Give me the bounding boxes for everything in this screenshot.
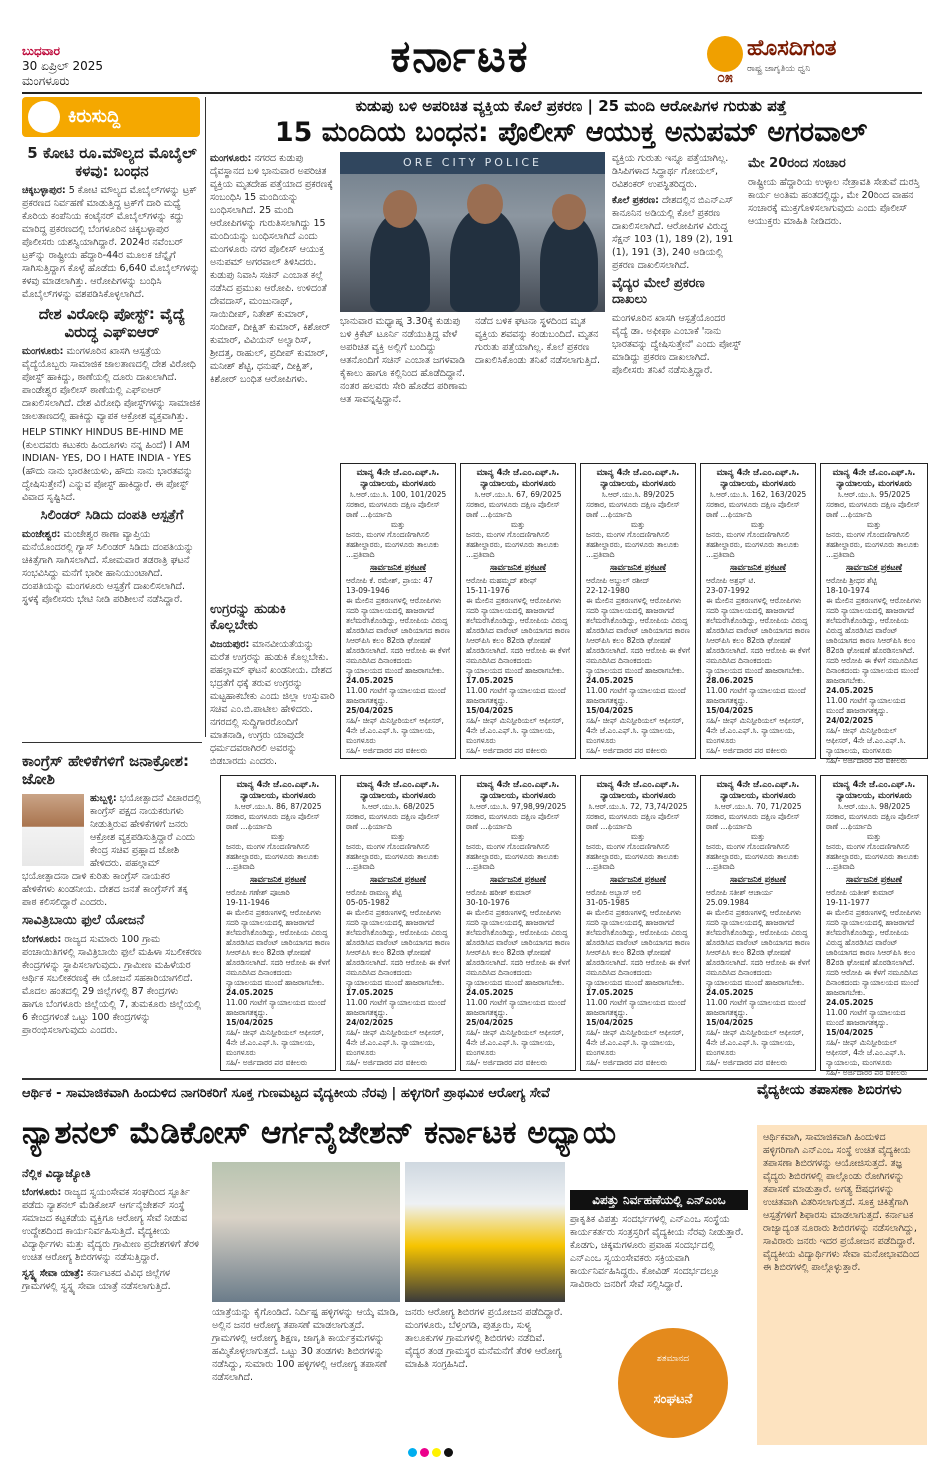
notice-hearing-time: 11.00 ಗಂಟೆಗೆ ನ್ಯಾಯಾಲಯದ ಮುಂದೆ ಹಾಜರಾಗತಕ್ಕದ್ದು. bbox=[586, 686, 686, 705]
notice-dob: 05-05-1982 bbox=[346, 898, 390, 907]
notice-order-date: 15/04/2025 bbox=[466, 706, 514, 715]
notice-accused: ಆರೋಪಿ ಕೆ. ರಮೇಶ್, ಪ್ರಾಯ: 47 bbox=[346, 576, 433, 585]
logo-name: ಹೊಸದಿಗಂತ bbox=[747, 36, 837, 61]
lead-kicker: ಕುಡುಪು ಬಳಿ ಅಪರಿಚಿತ ವ್ಯಕ್ತಿಯ ಕೊಲೆ ಪ್ರಕರಣ | 25 ಮಂದಿ ಆರೋಪಿಗಳ ಗುರುತು ಪತ್ತೆ bbox=[355, 97, 787, 115]
logo-circle-top-text: ಶತಮಾನದ bbox=[656, 1354, 690, 1364]
feature-col-3: ಜನರು ಆರೋಗ್ಯ ಶಿಬಿರಗಳ ಪ್ರಯೋಜನ ಪಡೆದಿದ್ದಾರೆ. ಮಂಗಳೂರು, ಬೆಳ್ತಂಗಡಿ, ಪುತ್ತೂರು, ಸುಳ್ಯ ತಾಲೂಕುಗಳ ಗ್ರಾಮಗಳಲ್ಲಿ ಶಿಬಿರಗಳು ನಡೆದಿವೆ. ವೈದ್ಯರ ತಂಡ ಗ್ರಾಮಸ್ಥರ ಮನೆಮನೆಗೆ ತೆರಳಿ ಆರೋಗ್ಯ ಮಾಹಿತಿ ಸಂಗ್ರಹಿಸಿದೆ. bbox=[405, 1307, 563, 1370]
notice-dob: 19-11-1946 bbox=[226, 898, 270, 907]
notice-body: ಈ ಮೇಲಿನ ಪ್ರಕರಣಗಳಲ್ಲಿ ಆರೋಪಿಗಳು ಸದರಿ ನ್ಯಾಯಾಲಯದಲ್ಲಿ ಹಾಜರಾಗದೆ ತಲೆಮರೆಸಿಕೊಂಡಿದ್ದು, ಆರೋಪಿಯ ವಿರುದ್ಧ ಹೊರಡಿಸಿದ ವಾರೆಂಟ್ ಜಾರಿಯಾಗದ ಕಾರಣ ಸಿಆರ್‌ಪಿಸಿ ಕಲಂ 82ರಡಿ ಘೋಷಣೆ ಹೊರಡಿಸಲಾಗಿದೆ. ಸದರಿ ಆರೋಪಿ ಈ ಕೆಳಗೆ ನಮೂದಿಸಿದ ದಿನಾಂಕದಂದು ನ್ಯಾಯಾಲಯದ ಮುಂದೆ ಹಾಜರಾಗಬೇಕು. bbox=[346, 908, 451, 987]
notice-accused: ಆರೋಪಿ ಅಶ್ರಫ್ ಟಿ. bbox=[706, 576, 756, 585]
page-number: ೦೫ bbox=[717, 70, 733, 86]
notice-respondent: ಜನರು, ಮಂಗಳ ಗೊಂದಣಿಗಾಗಿಸಲಿ ತಹಶೀಲ್ದಾರರು, ಮಂಗಳೂರು ತಾಲೂಕು ...ಪ್ರತಿವಾದಿ bbox=[706, 842, 799, 871]
notice-dob: 31-05-1985 bbox=[586, 898, 630, 907]
disaster-box-body: ಪ್ರಾಕೃತಿಕ ವಿಪತ್ತು ಸಂದರ್ಭಗಳಲ್ಲಿ ಎನ್‌ಎಂಒ ಸಂಸ್ಥೆಯ ಕಾರ್ಯಕರ್ತರು ಸಂತ್ರಸ್ತರಿಗೆ ವೈದ್ಯಕೀಯ ನೆರವು ನೀಡುತ್ತಾರೆ. ಕೊಡಗು, ಚಿಕ್ಕಮಗಳೂರು ಪ್ರವಾಹ ಸಂದರ್ಭದಲ್ಲಿ ಎನ್‌ಎಂಒ ಸ್ವಯಂಸೇವಕರು ಸಕ್ರಿಯವಾಗಿ ಕಾರ್ಯನಿರ್ವಹಿಸಿದ್ದರು. ಕೋವಿಡ್ ಸಂದರ್ಭದಲ್ಲೂ ಸಾವಿರಾರು ಜನರಿಗೆ ಸೇವೆ ಸಲ್ಲಿಸಿದ್ದಾರೆ. bbox=[570, 1214, 744, 1290]
notice-case-number: ಸಿ.ಆರ್.ಯು.ಸಿ. 72, 73,74/2025 bbox=[588, 802, 688, 811]
header-date: 30 ಏಪ್ರಿಲ್ 2025 bbox=[22, 59, 104, 73]
notice-footer: ಸಹಿ/- ಅರ್ಜಿದಾರರ ಪರ ವಕೀಲರು bbox=[706, 746, 788, 755]
feature-byline: ನೆಲ್ಲಿಕ ವಿದ್ಯಾಜ್ಯೋತಿ bbox=[22, 1167, 91, 1180]
registration-dot bbox=[432, 1448, 441, 1457]
hand-pointer-icon bbox=[28, 101, 60, 133]
notice-accused: ಆರೋಪಿ ಅಬ್ಬಾಸ್ ಅಲಿ bbox=[586, 888, 642, 897]
notice-dob: 25.09.1984 bbox=[706, 898, 749, 907]
ugrappa-body bbox=[210, 638, 335, 768]
notice-order-date: 15/04/2025 bbox=[586, 706, 634, 715]
notice-vs: ಮತ್ತು bbox=[510, 832, 526, 841]
notice-accused: ಆರೋಪಿ ಗಣೇಶ್ ಪೂಜಾರಿ bbox=[226, 888, 290, 897]
notice-sign: ಸಹಿ/- ಚೀಫ್ ಮಿನಿಸ್ಟೀರಿಯಲ್ ಆಫೀಸರ್, 4ನೇ ಜೆ.ಎಂ.ಎಫ್.ಸಿ. ನ್ಯಾಯಾಲಯ, ಮಂಗಳೂರು bbox=[466, 716, 564, 745]
notice-vs: ಮತ್ತು bbox=[866, 832, 882, 841]
notice-dob: 30-10-1976 bbox=[466, 898, 510, 907]
brief-text: ಮಂಗಳೂರಿನ ಖಾಸಗಿ ಆಸ್ಪತ್ರೆಯ ವೈದ್ಯೆಯೊಬ್ಬರು ಸಾಮಾಜಿಕ ಜಾಲತಾಣದಲ್ಲಿ ದೇಶ ವಿರೋಧಿ ಪೋಸ್ಟ್ ಹಾಕಿದ್ದು, ಠಾಣೆಯಲ್ಲಿ ದೂರು ದಾಖಲಾಗಿದೆ. ಪಾಂಡೇಶ್ವರ ಪೊಲೀಸ್ ಠಾಣೆಯಲ್ಲಿ ಎಫ್‌ಐಆರ್ ದಾಖಲಿಸಲಾಗಿದೆ. ದೇಶ ವಿರೋಧಿ ಪೋಸ್ಟ್‌ಗಳನ್ನು ಸಾಮಾಜಿಕ ಜಾಲತಾಣದಲ್ಲಿ ಹಾಕಿದ್ದು ವ್ಯಾಪಕ ಆಕ್ರೋಶ ವ್ಯಕ್ತವಾಗಿತ್ತು. bbox=[22, 346, 201, 422]
notice-petitioner: ಸರಕಾರ, ಮಂಗಳೂರು ದಕ್ಷಿಣ ಪೊಲೀಸ್ ಠಾಣೆ ...ಫಿರ್ಯಾದಿ bbox=[826, 812, 920, 831]
notice-sign: ಸಹಿ/- ಚೀಫ್ ಮಿನಿಸ್ಟೀರಿಯಲ್ ಆಫೀಸರ್, 4ನೇ ಜೆ.ಎಂ.ಎಫ್.ಸಿ. ನ್ಯಾಯಾಲಯ, ಮಂಗಳೂರು bbox=[826, 726, 906, 755]
notice-footer: ಸಹಿ/- ಅರ್ಜಿದಾರರ ಪರ ವಕೀಲರು bbox=[346, 746, 428, 755]
lead-paragraph bbox=[210, 152, 335, 386]
notice-proclamation-title: ಸಾರ್ವಜನಿಕ ಪ್ರಕಟಣೆ bbox=[846, 563, 902, 573]
legal-notice bbox=[700, 463, 816, 759]
notice-hearing-date: 24.05.2025 bbox=[466, 988, 514, 997]
side-box: ಆರ್ಥಿಕವಾಗಿ, ಸಾಮಾಜಿಕವಾಗಿ ಹಿಂದುಳಿದ ಹಳ್ಳಿಗರಿಗಾಗಿ ಎನ್‌ಎಂಒ ಸಂಸ್ಥೆ ಉಚಿತ ವೈದ್ಯಕೀಯ ತಪಾಸಣಾ ಶಿಬಿರಗಳನ್ನು ಆಯೋಜಿಸುತ್ತದೆ. ತಜ್ಞ ವೈದ್ಯರು ಶಿಬಿರಗಳಲ್ಲಿ ಪಾಲ್ಗೊಂಡು ರೋಗಿಗಳನ್ನು ತಪಾಸಣೆ ಮಾಡುತ್ತಾರೆ. ಅಗತ್ಯ ಔಷಧಗಳನ್ನು ಉಚಿತವಾಗಿ ವಿತರಿಸಲಾಗುತ್ತದೆ. ಸೂಕ್ತ ಚಿಕಿತ್ಸೆಗಾಗಿ ಆಸ್ಪತ್ರೆಗಳಿಗೆ ಶಿಫಾರಸು ಮಾಡಲಾಗುತ್ತದೆ. ಕರ್ನಾಟಕ ರಾಜ್ಯಾದ್ಯಂತ ನೂರಾರು ಶಿಬಿರಗಳನ್ನು ನಡೆಸಲಾಗಿದ್ದು, ಸಾವಿರಾರು ಜನರು ಇದರ ಪ್ರಯೋಜನ ಪಡೆದಿದ್ದಾರೆ. ವೈದ್ಯಕೀಯ ವಿದ್ಯಾರ್ಥಿಗಳು ಸೇವಾ ಮನೋಭಾವದಿಂದ ಈ ಶಿಬಿರಗಳಲ್ಲಿ ಪಾಲ್ಗೊಳ್ಳುತ್ತಾರೆ. bbox=[757, 1125, 927, 1445]
notice-court: ಮಾನ್ಯ 4ನೇ ಜೆ.ಎಂ.ಎಫ್.ಸಿ. ನ್ಯಾಯಾಲಯ, ಮಂಗಳೂರು bbox=[716, 468, 800, 489]
notice-hearing-date: 28.06.2025 bbox=[706, 676, 754, 685]
notice-sign: ಸಹಿ/- ಚೀಫ್ ಮಿನಿಸ್ಟೀರಿಯಲ್ ಆಫೀಸರ್, 4ನೇ ಜೆ.ಎಂ.ಎಫ್.ಸಿ. ನ್ಯಾಯಾಲಯ, ಮಂಗಳೂರು bbox=[826, 1038, 906, 1067]
notice-petitioner: ಸರಕಾರ, ಮಂಗಳೂರು ದಕ್ಷಿಣ ಪೊಲೀಸ್ ಠಾಣೆ ...ಫಿರ್ಯಾದಿ bbox=[586, 812, 680, 831]
notice-court: ಮಾನ್ಯ 4ನೇ ಜೆ.ಎಂ.ಎಫ್.ಸಿ. ನ್ಯಾಯಾಲಯ, ಮಂಗಳೂರು bbox=[832, 780, 916, 801]
lead-col4-text: ವ್ಯಕ್ತಿಯ ಗುರುತು ಇನ್ನೂ ಪತ್ತೆಯಾಗಿಲ್ಲ. ಡಿಸಿಪಿಗಳಾದ ಸಿದ್ಧಾರ್ಥ ಗೋಯಲ್, ರವಿಶಂಕರ್ ಉಪಸ್ಥಿತರಿದ್ದರು. bbox=[612, 153, 729, 190]
notice-respondent: ಜನರು, ಮಂಗಳ ಗೊಂದಣಿಗಾಗಿಸಲಿ ತಹಶೀಲ್ದಾರರು, ಮಂಗಳೂರು ತಾಲೂಕು ...ಪ್ರತಿವಾದಿ bbox=[586, 530, 679, 559]
brief-body bbox=[22, 184, 202, 301]
notice-proclamation-title: ಸಾರ್ವಜನಿಕ ಪ್ರಕಟಣೆ bbox=[730, 875, 786, 885]
joshi-portrait bbox=[22, 794, 84, 866]
notice-order-date: 25/04/2025 bbox=[466, 1018, 514, 1027]
notice-respondent: ಜನರು, ಮಂಗಳ ಗೊಂದಣಿಗಾಗಿಸಲಿ ತಹಶೀಲ್ದಾರರು, ಮಂಗಳೂರು ತಾಲೂಕು ...ಪ್ರತಿವಾದಿ bbox=[826, 842, 919, 871]
notice-accused: ಆರೋಪಿ ಮಹಮ್ಮದ್ ಶರೀಫ್ bbox=[466, 576, 537, 585]
legal-notice bbox=[220, 775, 336, 1071]
notice-accused: ಆರೋಪಿ ಅಬ್ದುಲ್ ರಶೀದ್ bbox=[586, 576, 650, 585]
notice-accused: ಆರೋಪಿ ಹರೀಶ್ ಕುಮಾರ್ bbox=[466, 888, 532, 897]
notice-body: ಈ ಮೇಲಿನ ಪ್ರಕರಣಗಳಲ್ಲಿ ಆರೋಪಿಗಳು ಸದರಿ ನ್ಯಾಯಾಲಯದಲ್ಲಿ ಹಾಜರಾಗದೆ ತಲೆಮರೆಸಿಕೊಂಡಿದ್ದು, ಆರೋಪಿಯ ವಿರುದ್ಧ ಹೊರಡಿಸಿದ ವಾರೆಂಟ್ ಜಾರಿಯಾಗದ ಕಾರಣ ಸಿಆರ್‌ಪಿಸಿ ಕಲಂ 82ರಡಿ ಘೋಷಣೆ ಹೊರಡಿಸಲಾಗಿದೆ. ಸದರಿ ಆರೋಪಿ ಈ ಕೆಳಗೆ ನಮೂದಿಸಿದ ದಿನಾಂಕದಂದು ನ್ಯಾಯಾಲಯದ ಮುಂದೆ ಹಾಜರಾಗಬೇಕು. bbox=[346, 596, 451, 675]
legal-notice bbox=[460, 463, 576, 759]
notice-footer: ಸಹಿ/- ಅರ್ಜಿದಾರರ ಪರ ವಕೀಲರು bbox=[586, 746, 668, 755]
notice-proclamation-title: ಸಾರ್ವಜನಿಕ ಪ್ರಕಟಣೆ bbox=[730, 563, 786, 573]
notice-order-date: 15/04/2025 bbox=[226, 1018, 274, 1027]
lead-dateline: ಮಂಗಳೂರು: bbox=[210, 153, 252, 164]
notice-case-number: ಸಿ.ಆರ್.ಯು.ಸಿ. 98/2025 bbox=[837, 802, 911, 811]
notice-body: ಈ ಮೇಲಿನ ಪ್ರಕರಣಗಳಲ್ಲಿ ಆರೋಪಿಗಳು ಸದರಿ ನ್ಯಾಯಾಲಯದಲ್ಲಿ ಹಾಜರಾಗದೆ ತಲೆಮರೆಸಿಕೊಂಡಿದ್ದು, ಆರೋಪಿಯ ವಿರುದ್ಧ ಹೊರಡಿಸಿದ ವಾರೆಂಟ್ ಜಾರಿಯಾಗದ ಕಾರಣ ಸಿಆರ್‌ಪಿಸಿ ಕಲಂ 82ರಡಿ ಘೋಷಣೆ ಹೊರಡಿಸಲಾಗಿದೆ. ಸದರಿ ಆರೋಪಿ ಈ ಕೆಳಗೆ ನಮೂದಿಸಿದ ದಿನಾಂಕದಂದು ನ್ಯಾಯಾಲಯದ ಮುಂದೆ ಹಾಜರಾಗಬೇಕು. bbox=[586, 908, 691, 987]
notice-body: ಈ ಮೇಲಿನ ಪ್ರಕರಣಗಳಲ್ಲಿ ಆರೋಪಿಗಳು ಸದರಿ ನ್ಯಾಯಾಲಯದಲ್ಲಿ ಹಾಜರಾಗದೆ ತಲೆಮರೆಸಿಕೊಂಡಿದ್ದು, ಆರೋಪಿಯ ವಿರುದ್ಧ ಹೊರಡಿಸಿದ ವಾರೆಂಟ್ ಜಾರಿಯಾಗದ ಕಾರಣ ಸಿಆರ್‌ಪಿಸಿ ಕಲಂ 82ರಡಿ ಘೋಷಣೆ ಹೊರಡಿಸಲಾಗಿದೆ. ಸದರಿ ಆರೋಪಿ ಈ ಕೆಳಗೆ ನಮೂದಿಸಿದ ದಿನಾಂಕದಂದು ನ್ಯಾಯಾಲಯದ ಮುಂದೆ ಹಾಜರಾಗಬೇಕು. bbox=[706, 908, 811, 987]
registration-dot bbox=[444, 1448, 453, 1457]
masthead-logo bbox=[707, 30, 907, 90]
notice-accused: ಆರೋಪಿ ಶ್ರೀಧರ ಶೆಟ್ಟಿ bbox=[826, 576, 877, 585]
legal-notice bbox=[340, 775, 456, 1071]
notice-petitioner: ಸರಕಾರ, ಮಂಗಳೂರು ದಕ್ಷಿಣ ಪೊಲೀಸ್ ಠಾಣೆ ...ಫಿರ್ಯಾದಿ bbox=[586, 500, 680, 519]
notice-vs: ಮತ್ತು bbox=[866, 520, 882, 529]
notice-case-number: ಸಿ.ಆರ್.ಯು.ಸಿ. 97,98,99/2025 bbox=[469, 802, 567, 811]
brief-quote: HELP STINKY HINDUS BE-HIND ME (ಕುಲದವರು ಕಟುಕರು ಹಿಂದೂಗಳು ನನ್ನ ಹಿಂದೆ) I AM INDIAN- YES, DO I HATE INDIA - YES (ಹೌದು ನಾನು ಭಾರತೀಯಳು, ಹೌದು ನಾನು ಭಾರತವನ್ನು ದ್ವೇಷಿಸುತ್ತೇನೆ) ಎನ್ನುವ ಪೋಸ್ಟ್ ಹಾಕಿದ್ದಾರೆ. ಈ ಪೋಸ್ಟ್ ವಿವಾದ ಸೃಷ್ಟಿಸಿದೆ. bbox=[22, 427, 193, 503]
notice-body: ಈ ಮೇಲಿನ ಪ್ರಕರಣಗಳಲ್ಲಿ ಆರೋಪಿಗಳು ಸದರಿ ನ್ಯಾಯಾಲಯದಲ್ಲಿ ಹಾಜರಾಗದೆ ತಲೆಮರೆಸಿಕೊಂಡಿದ್ದು, ಆರೋಪಿಯ ವಿರುದ್ಧ ಹೊರಡಿಸಿದ ವಾರೆಂಟ್ ಜಾರಿಯಾಗದ ಕಾರಣ ಸಿಆರ್‌ಪಿಸಿ ಕಲಂ 82ರಡಿ ಘೋಷಣೆ ಹೊರಡಿಸಲಾಗಿದೆ. ಸದರಿ ಆರೋಪಿ ಈ ಕೆಳಗೆ ನಮೂದಿಸಿದ ದಿನಾಂಕದಂದು ನ್ಯಾಯಾಲಯದ ಮುಂದೆ ಹಾಜರಾಗಬೇಕು. bbox=[826, 596, 922, 685]
notice-proclamation-title: ಸಾರ್ವಜನಿಕ ಪ್ರಕಟಣೆ bbox=[370, 875, 426, 885]
feature-sub-para bbox=[22, 1267, 207, 1293]
brief-headline: ಸಿಲಿಂಡರ್ ಸಿಡಿದು ದಂಪತಿ ಆಸ್ಪತ್ರೆಗೆ bbox=[40, 508, 184, 523]
notice-sign: ಸಹಿ/- ಚೀಫ್ ಮಿನಿಸ್ಟೀರಿಯಲ್ ಆಫೀಸರ್, 4ನೇ ಜೆ.ಎಂ.ಎಫ್.ಸಿ. ನ್ಯಾಯಾಲಯ, ಮಂಗಳೂರು bbox=[586, 1028, 684, 1057]
notice-sign: ಸಹಿ/- ಚೀಫ್ ಮಿನಿಸ್ಟೀರಿಯಲ್ ಆಫೀಸರ್, 4ನೇ ಜೆ.ಎಂ.ಎಫ್.ಸಿ. ನ್ಯಾಯಾಲಯ, ಮಂಗಳೂರು bbox=[706, 716, 804, 745]
lead-headline: 15 ಮಂದಿಯ ಬಂಧನ: ಪೊಲೀಸ್ ಆಯುಕ್ತ ಅನುಪಮ್ ಅಗರವಾಲ್ bbox=[274, 117, 868, 148]
brief-body bbox=[22, 345, 202, 423]
notice-hearing-time: 11.00 ಗಂಟೆಗೆ ನ್ಯಾಯಾಲಯದ ಮುಂದೆ ಹಾಜರಾಗತಕ್ಕದ್ದು. bbox=[226, 998, 326, 1017]
notice-petitioner: ಸರಕಾರ, ಮಂಗಳೂರು ದಕ್ಷಿಣ ಪೊಲೀಸ್ ಠಾಣೆ ...ಫಿರ್ಯಾದಿ bbox=[466, 500, 560, 519]
notice-petitioner: ಸರಕಾರ, ಮಂಗಳೂರು ದಕ್ಷಿಣ ಪೊಲೀಸ್ ಠಾಣೆ ...ಫಿರ್ಯಾದಿ bbox=[706, 500, 800, 519]
registration-dot bbox=[420, 1448, 429, 1457]
brief-headline: 5 ಕೋಟಿ ರೂ.ಮೌಲ್ಯದ ಮೊಬೈಲ್ ಕಳವು: ಬಂಧನ bbox=[27, 144, 197, 180]
feature-kicker: ಆರ್ಥಿಕ - ಸಾಮಾಜಿಕವಾಗಿ ಹಿಂದುಳಿದ ನಾಗರಿಕರಿಗೆ ಸೂಕ್ತ ಗುಣಮಟ್ಟದ ವೈದ್ಯಕೀಯ ನೆರವು | ಹಳ್ಳಿಗರಿಗೆ ಪ್ರಾಥಮಿಕ ಆರೋಗ್ಯ ಸೇವೆ bbox=[22, 1086, 550, 1101]
notice-court: ಮಾನ್ಯ 4ನೇ ಜೆ.ಎಂ.ಎಫ್.ಸಿ. ನ್ಯಾಯಾಲಯ, ಮಂಗಳೂರು bbox=[476, 468, 560, 489]
notice-hearing-time: 11.00 ಗಂಟೆಗೆ ನ್ಯಾಯಾಲಯದ ಮುಂದೆ ಹಾಜರಾಗತಕ್ಕದ್ದು. bbox=[826, 696, 906, 715]
notice-vs: ಮತ್ತು bbox=[390, 520, 406, 529]
notice-respondent: ಜನರು, ಮಂಗಳ ಗೊಂದಣಿಗಾಗಿಸಲಿ ತಹಶೀಲ್ದಾರರು, ಮಂಗಳೂರು ತಾಲೂಕು ...ಪ್ರತಿವಾದಿ bbox=[346, 842, 439, 871]
notice-hearing-time: 11.00 ಗಂಟೆಗೆ ನ್ಯಾಯಾಲಯದ ಮುಂದೆ ಹಾಜರಾಗತಕ್ಕದ್ದು. bbox=[346, 998, 446, 1017]
notice-sign: ಸಹಿ/- ಚೀಫ್ ಮಿನಿಸ್ಟೀರಿಯಲ್ ಆಫೀಸರ್, 4ನೇ ಜೆ.ಎಂ.ಎಫ್.ಸಿ. ನ್ಯಾಯಾಲಯ, ಮಂಗಳೂರು bbox=[346, 716, 444, 745]
ugrappa-story bbox=[210, 598, 335, 767]
notice-hearing-date: 24.05.2025 bbox=[226, 988, 274, 997]
notice-respondent: ಜನರು, ಮಂಗಳ ಗೊಂದಣಿಗಾಗಿಸಲಿ ತಹಶೀಲ್ದಾರರು, ಮಂಗಳೂರು ತಾಲೂಕು ...ಪ್ರತಿವಾದಿ bbox=[706, 530, 799, 559]
notice-vs: ಮತ್ತು bbox=[270, 832, 286, 841]
notice-dob: 15-11-1976 bbox=[466, 586, 510, 595]
lead-col-5 bbox=[748, 152, 928, 457]
notice-vs: ಮತ್ತು bbox=[630, 832, 646, 841]
legal-notice bbox=[820, 775, 928, 1077]
legal-notice bbox=[340, 463, 456, 759]
lead-subhead: ಕೊಲೆ ಪ್ರಕರಣ: bbox=[612, 195, 659, 206]
notice-hearing-time: 11.00 ಗಂಟೆಗೆ ನ್ಯಾಯಾಲಯದ ಮುಂದೆ ಹಾಜರಾಗತಕ್ಕದ್ದು. bbox=[586, 998, 686, 1017]
notice-body: ಈ ಮೇಲಿನ ಪ್ರಕರಣಗಳಲ್ಲಿ ಆರೋಪಿಗಳು ಸದರಿ ನ್ಯಾಯಾಲಯದಲ್ಲಿ ಹಾಜರಾಗದೆ ತಲೆಮರೆಸಿಕೊಂಡಿದ್ದು, ಆರೋಪಿಯ ವಿರುದ್ಧ ಹೊರಡಿಸಿದ ವಾರೆಂಟ್ ಜಾರಿಯಾಗದ ಕಾರಣ ಸಿಆರ್‌ಪಿಸಿ ಕಲಂ 82ರಡಿ ಘೋಷಣೆ ಹೊರಡಿಸಲಾಗಿದೆ. ಸದರಿ ಆರೋಪಿ ಈ ಕೆಳಗೆ ನಮೂದಿಸಿದ ದಿನಾಂಕದಂದು ನ್ಯಾಯಾಲಯದ ಮುಂದೆ ಹಾಜರಾಗಬೇಕು. bbox=[466, 596, 571, 675]
notice-dob: 13-09-1946 bbox=[346, 586, 390, 595]
notice-court: ಮಾನ್ಯ 4ನೇ ಜೆ.ಎಂ.ಎಫ್.ಸಿ. ನ್ಯಾಯಾಲಯ, ಮಂಗಳೂರು bbox=[356, 780, 440, 801]
feature-text: ರಾಜ್ಯದ ಸ್ವಯಂಸೇವಕ ಸಂಘದಿಂದ ಸ್ಫೂರ್ತಿ ಪಡೆದು ನ್ಯಾಶನಲ್ ಮೆಡಿಕೋಸ್ ಆರ್ಗನೈಜೇಶನ್ ಸಂಸ್ಥೆ ಸಮಾಜದ ಕಟ್ಟಕಡೆಯ ವ್ಯಕ್ತಿಗೂ ಆರೋಗ್ಯ ಸೇವೆ ನೀಡುವ ಉದ್ದೇಶದಿಂದ ಕಾರ್ಯನಿರ್ವಹಿಸುತ್ತಿದೆ. ವೈದ್ಯಕೀಯ ವಿದ್ಯಾರ್ಥಿಗಳು ಮತ್ತು ವೈದ್ಯರು ಗ್ರಾಮೀಣ ಪ್ರದೇಶಗಳಿಗೆ ತೆರಳಿ ಉಚಿತ ಆರೋಗ್ಯ ಶಿಬಿರಗಳನ್ನು ನಡೆಸುತ್ತಿದ್ದಾರೆ. bbox=[22, 1187, 200, 1263]
notice-petitioner: ಸರಕಾರ, ಮಂಗಳೂರು ದಕ್ಷಿಣ ಪೊಲೀಸ್ ಠಾಣೆ ...ಫಿರ್ಯಾದಿ bbox=[226, 812, 320, 831]
notice-hearing-date: 17.05.2025 bbox=[466, 676, 514, 685]
lead-text: ರಾಷ್ಟ್ರೀಯ ಹೆದ್ದಾರಿಯ ಉಳ್ಳಾಲ ನೇತ್ರಾವತಿ ಸೇತುವೆ ದುರಸ್ತಿ ಕಾರ್ಯ ಅಂತಿಮ ಹಂತದಲ್ಲಿದ್ದು, ಮೇ 20ರಿಂದ ವಾಹನ ಸಂಚಾರಕ್ಕೆ ಮುಕ್ತಗೊಳಿಸಲಾಗುವುದು ಎಂದು ಪೊಲೀಸ್ ಆಯುಕ್ತರು ಮಾಹಿತಿ ನೀಡಿದರು. bbox=[748, 177, 920, 227]
notice-vs: ಮತ್ತು bbox=[750, 520, 766, 529]
notice-order-date: 15/04/2025 bbox=[706, 1018, 754, 1027]
notice-dob: 22-12-1980 bbox=[586, 586, 630, 595]
legal-notice bbox=[580, 775, 696, 1071]
brief-text: ಮಂಜೇಶ್ವರ ಠಾಣಾ ವ್ಯಾಪ್ತಿಯ ಮನೆಯೊಂದರಲ್ಲಿ ಗ್ಯಾಸ್ ಸಿಲಿಂಡರ್ ಸಿಡಿದು ದಂಪತಿಯನ್ನು ಚಿಕಿತ್ಸೆಗಾಗಿ ಸಾಗಿಸಲಾಗಿದೆ. ಸೋಮವಾರ ತಡರಾತ್ರಿ ಘಟನೆ ಸಂಭವಿಸಿದ್ದು ಮನೆಗೆ ಭಾರೀ ಹಾನಿಯುಂಟಾಗಿದೆ. ದಂಪತಿಯನ್ನು ಮಂಗಳೂರು ಆಸ್ಪತ್ರೆಗೆ ದಾಖಲಿಸಲಾಗಿದೆ. ಸ್ಥಳಕ್ಕೆ ಪೊಲೀಸರು ಭೇಟಿ ನೀಡಿ ಪರಿಶೀಲನೆ ನಡೆಸಿದ್ದಾರೆ. bbox=[22, 529, 194, 605]
notice-footer: ಸಹಿ/- ಅರ್ಜಿದಾರರ ಪರ ವಕೀಲರು bbox=[826, 756, 908, 765]
notice-court: ಮಾನ್ಯ 4ನೇ ಜೆ.ಎಂ.ಎಫ್.ಸಿ. ನ್ಯಾಯಾಲಯ, ಮಂಗಳೂರು bbox=[596, 780, 680, 801]
notice-hearing-time: 11.00 ಗಂಟೆಗೆ ನ್ಯಾಯಾಲಯದ ಮುಂದೆ ಹಾಜರಾಗತಕ್ಕದ್ದು. bbox=[826, 1008, 906, 1027]
notice-accused: ಆರೋಪಿ ಯತೀಶ್ ಕುಮಾರ್ bbox=[826, 888, 895, 897]
notice-case-number: ಸಿ.ಆರ್.ಯು.ಸಿ. 70, 71/2025 bbox=[714, 802, 802, 811]
notice-hearing-date: 24.05.2025 bbox=[346, 676, 394, 685]
notice-proclamation-title: ಸಾರ್ವಜನಿಕ ಪ್ರಕಟಣೆ bbox=[370, 563, 426, 573]
notice-court: ಮಾನ್ಯ 4ನೇ ಜೆ.ಎಂ.ಎಫ್.ಸಿ. ನ್ಯಾಯಾಲಯ, ಮಂಗಳೂರು bbox=[596, 468, 680, 489]
brief-body bbox=[22, 528, 202, 606]
legal-notice bbox=[700, 775, 816, 1071]
notice-case-number: ಸಿ.ಆರ್.ಯು.ಸಿ. 86, 87/2025 bbox=[234, 802, 322, 811]
notice-footer: ಸಹಿ/- ಅರ್ಜಿದಾರರ ಪರ ವಕೀಲರು bbox=[826, 1068, 908, 1077]
sangh-centenary-logo bbox=[618, 1328, 728, 1438]
savitribai-text: ರಾಜ್ಯದ ಸುಮಾರು 100 ಗ್ರಾಮ ಪಂಚಾಯಿತಿಗಳಲ್ಲಿ ಸಾವಿತ್ರಿಬಾಯಿ ಫುಲೆ ಮಹಿಳಾ ಸಬಲೀಕರಣ ಕೇಂದ್ರಗಳನ್ನು ಸ್ಥಾಪಿಸಲಾಗುವುದು. ಗ್ರಾಮೀಣ ಮಹಿಳೆಯರ ಆರ್ಥಿಕ ಸಬಲೀಕರಣಕ್ಕೆ ಈ ಯೋಜನೆ ಸಹಕಾರಿಯಾಗಲಿದೆ. ಮೊದಲ ಹಂತದಲ್ಲಿ 29 ಜಿಲ್ಲೆಗಳಲ್ಲಿ 87 ಕೇಂದ್ರಗಳು ಹಾಗೂ ಬೆಂಗಳೂರು ಜಿಲ್ಲೆಯಲ್ಲಿ 7, ತುಮಕೂರು ಜಿಲ್ಲೆಯಲ್ಲಿ 6 ಕೇಂದ್ರಗಳಂತೆ ಒಟ್ಟು 100 ಕೇಂದ್ರಗಳನ್ನು ಪ್ರಾರಂಭಿಸಲಾಗುವುದು ಎಂದರು. bbox=[22, 934, 202, 1036]
notice-accused: ಆರೋಪಿ ಸತೀಶ್ ಆಚಾರ್ಯ bbox=[706, 888, 774, 897]
congress-text: ಭಯೋತ್ಪಾದನೆ ವಿಚಾರದಲ್ಲಿ ಕಾಂಗ್ರೆಸ್ ಪಕ್ಷದ ನಾಯಕರುಗಳು ನೀಡುತ್ತಿರುವ ಹೇಳಿಕೆಗಳಿಗೆ ಜನರು ಆಕ್ರೋಶ ವ್ಯಕ್ತಪಡಿಸುತ್ತಿದ್ದಾರೆ ಎಂದು ಕೇಂದ್ರ ಸಚಿವ ಪ್ರಹ್ಲಾದ ಜೋಶಿ ಹೇಳಿದರು. ಪಹಲ್ಗಾಮ್ ಭಯೋತ್ಪಾದನಾ ದಾಳಿ ಕುರಿತು ಕಾಂಗ್ರೆಸ್ ನಾಯಕರ ಹೇಳಿಕೆಗಳು ಖಂಡನೀಯ. ದೇಶದ ಜನತೆ ಕಾಂಗ್ರೆಸ್‌ಗೆ ತಕ್ಕ ಪಾಠ ಕಲಿಸಲಿದ್ದಾರೆ ಎಂದರು. bbox=[22, 793, 201, 908]
legal-notice bbox=[580, 463, 696, 759]
lead-col-2: ಭಾನುವಾರ ಮಧ್ಯಾಹ್ನ 3.30ಕ್ಕೆ ಕುಡುಪು ಬಳಿ ಕ್ರಿಕೆಟ್ ಟೂರ್ನಿ ನಡೆಯುತ್ತಿದ್ದ ವೇಳೆ ಅಪರಿಚಿತ ವ್ಯಕ್ತಿ ಅಲ್ಲಿಗೆ ಬಂದಿದ್ದು ಆತನೊಂದಿಗೆ ಸಚಿನ್ ಎಂಬಾತ ಜಗಳವಾಡಿ ಕೈಕಾಲು ಹಾಗೂ ಕಲ್ಲಿನಿಂದ ಹೊಡೆದಿದ್ದಾನೆ. ನಂತರ ಹಲವರು ಸೇರಿ ಹೊಡೆದ ಪರಿಣಾಮ ಆತ ಸಾವನ್ನಪ್ಪಿದ್ದಾನೆ. bbox=[340, 316, 468, 405]
column-divider bbox=[205, 97, 206, 737]
notice-court: ಮಾನ್ಯ 4ನೇ ಜೆ.ಎಂ.ಎಫ್.ಸಿ. ನ್ಯಾಯಾಲಯ, ಮಂಗಳೂರು bbox=[476, 780, 560, 801]
congress-dateline: ಹುಬ್ಬಳ್ಳಿ: bbox=[90, 793, 117, 804]
notice-respondent: ಜನರು, ಮಂಗಳ ಗೊಂದಣಿಗಾಗಿಸಲಿ ತಹಶೀಲ್ದಾರರು, ಮಂಗಳೂರು ತಾಲೂಕು ...ಪ್ರತಿವಾದಿ bbox=[466, 530, 559, 559]
notice-sign: ಸಹಿ/- ಚೀಫ್ ಮಿನಿಸ್ಟೀರಿಯಲ್ ಆಫೀಸರ್, 4ನೇ ಜೆ.ಎಂ.ಎಫ್.ಸಿ. ನ್ಯಾಯಾಲಯ, ಮಂಗಳೂರು bbox=[346, 1028, 444, 1057]
feature-col-2: ಯಾತ್ರೆಯನ್ನು ಕೈಗೊಂಡಿದೆ. ನಿರ್ದಿಷ್ಟ ಹಳ್ಳಿಗಳನ್ನು ಆಯ್ಕೆ ಮಾಡಿ, ಅಲ್ಲಿನ ಜನರ ಆರೋಗ್ಯ ತಪಾಸಣೆ ಮಾಡಲಾಗುತ್ತದೆ. ಗ್ರಾಮಗಳಲ್ಲಿ ಆರೋಗ್ಯ ಶಿಕ್ಷಣ, ಜಾಗೃತಿ ಕಾರ್ಯಕ್ರಮಗಳನ್ನು ಹಮ್ಮಿಕೊಳ್ಳಲಾಗುತ್ತದೆ. ಒಟ್ಟು 30 ತಂಡಗಳು ಶಿಬಿರಗಳನ್ನು ನಡೆಸಿದ್ದು, ಸುಮಾರು 100 ಹಳ್ಳಿಗಳಲ್ಲಿ ಆರೋಗ್ಯ ತಪಾಸಣೆ ನಡೆಸಲಾಗಿದೆ. bbox=[212, 1307, 399, 1383]
notice-proclamation-title: ಸಾರ್ವಜನಿಕ ಪ್ರಕಟಣೆ bbox=[490, 563, 546, 573]
kiru-suddi-label bbox=[22, 97, 200, 137]
header-rule bbox=[22, 92, 922, 94]
savitribai-dateline: ಬೆಂಗಳೂರು: bbox=[22, 934, 62, 945]
registration-dot bbox=[408, 1448, 417, 1457]
header-day: ಬುಧವಾರ bbox=[22, 44, 60, 58]
notice-hearing-time: 11.00 ಗಂಟೆಗೆ ನ್ಯಾಯಾಲಯದ ಮುಂದೆ ಹಾಜರಾಗತಕ್ಕದ್ದು. bbox=[466, 998, 566, 1017]
kiru-suddi-text: ಕಿರುಸುದ್ದಿ bbox=[68, 106, 121, 127]
notice-proclamation-title: ಸಾರ್ವಜನಿಕ ಪ್ರಕಟಣೆ bbox=[846, 875, 902, 885]
lead-text: ನಗರದ ಕುಡುಪು ದೈವಸ್ಥಾನದ ಬಳಿ ಭಾನುವಾರ ಅಪರಿಚಿತ ವ್ಯಕ್ತಿಯ ಮೃತದೇಹ ಪತ್ತೆಯಾದ ಪ್ರಕರಣಕ್ಕೆ ಸಂಬಂಧಿಸಿ 15 ಮಂದಿಯನ್ನು ಬಂಧಿಸಲಾಗಿದೆ. 25 ಮಂದಿ ಆರೋಪಿಗಳನ್ನು ಗುರುತಿಸಲಾಗಿದ್ದು 15 ಮಂದಿಯನ್ನು ಬಂಧಿಸಲಾಗಿದೆ ಎಂದು ಮಂಗಳೂರು ನಗರ ಪೊಲೀಸ್ ಆಯುಕ್ತ ಅನುಪಮ್ ಅಗರವಾಲ್ ತಿಳಿಸಿದರು. ಕುಡುಪು ನಿವಾಸಿ ಸಚಿನ್ ಎಂಬಾತ ಕಲ್ಲೆ ನಡೆಸಿದ ಪ್ರಮುಖ ಆರೋಪಿ. ಉಳಿದಂತೆ ದೇವದಾಸ್, ಮಂಜುನಾಥ್, ಸಾಯಿದೀಪ್, ನಿತೇಶ್ ಕುಮಾರ್, ಸಂದೀಪ್, ದೀಕ್ಷಿತ್ ಕುಮಾರ್, ಕಿಶೋರ್ ಕುಮಾರ್, ವಿವಿಯನ್ ಅಲ್ವಾರಿಸ್, ಶ್ರೀದತ್ತ, ರಾಹುಲ್, ಪ್ರದೀಪ್ ಕುಮಾರ್, ಮನೀಶ್ ಶೆಟ್ಟಿ, ಧನುಷ್, ದೀಕ್ಷಿತ್, ಕಿಶೋರ್ ಬಂಧಿತ ಆರೋಪಿಗಳು. bbox=[210, 153, 333, 385]
feature-dateline: ಬೆಂಗಳೂರು: bbox=[22, 1187, 62, 1198]
notice-footer: ಸಹಿ/- ಅರ್ಜಿದಾರರ ಪರ ವಕೀಲರು bbox=[466, 1058, 548, 1067]
notice-dob: 19-11-1977 bbox=[826, 898, 870, 907]
notice-petitioner: ಸರಕಾರ, ಮಂಗಳೂರು ದಕ್ಷಿಣ ಪೊಲೀಸ್ ಠಾಣೆ ...ಫಿರ್ಯಾದಿ bbox=[346, 500, 440, 519]
lead-sub-para bbox=[612, 194, 742, 272]
notice-petitioner: ಸರಕಾರ, ಮಂಗಳೂರು ದಕ್ಷಿಣ ಪೊಲೀಸ್ ಠಾಣೆ ...ಫಿರ್ಯಾದಿ bbox=[706, 812, 800, 831]
notice-footer: ಸಹಿ/- ಅರ್ಜಿದಾರರ ಪರ ವಕೀಲರು bbox=[466, 746, 548, 755]
notice-dob: 23-07-1992 bbox=[706, 586, 750, 595]
ugrappa-headline: ಉಗ್ರರನ್ನು ಹುಡುಕಿ ಕೊಲ್ಲಬೇಕು bbox=[210, 602, 286, 633]
notice-sign: ಸಹಿ/- ಚೀಫ್ ಮಿನಿಸ್ಟೀರಿಯಲ್ ಆಫೀಸರ್, 4ನೇ ಜೆ.ಎಂ.ಎಫ್.ಸಿ. ನ್ಯಾಯಾಲಯ, ಮಂಗಳೂರು bbox=[586, 716, 684, 745]
feature-headline: ನ್ಯಾಶನಲ್ ಮೆಡಿಕೋಸ್ ಆರ್ಗನೈಜೇಶನ್ ಕರ್ನಾಟಕ ಅಧ್ಯಾಯ bbox=[22, 1115, 617, 1151]
notice-body: ಈ ಮೇಲಿನ ಪ್ರಕರಣಗಳಲ್ಲಿ ಆರೋಪಿಗಳು ಸದರಿ ನ್ಯಾಯಾಲಯದಲ್ಲಿ ಹಾಜರಾಗದೆ ತಲೆಮರೆಸಿಕೊಂಡಿದ್ದು, ಆರೋಪಿಯ ವಿರುದ್ಧ ಹೊರಡಿಸಿದ ವಾರೆಂಟ್ ಜಾರಿಯಾಗದ ಕಾರಣ ಸಿಆರ್‌ಪಿಸಿ ಕಲಂ 82ರಡಿ ಘೋಷಣೆ ಹೊರಡಿಸಲಾಗಿದೆ. ಸದರಿ ಆರೋಪಿ ಈ ಕೆಳಗೆ ನಮೂದಿಸಿದ ದಿನಾಂಕದಂದು ನ್ಯಾಯಾಲಯದ ಮುಂದೆ ಹಾಜರಾಗಬೇಕು. bbox=[826, 908, 922, 997]
feature-text: ಕರ್ನಾಟಕದ ವಿವಿಧ ಜಿಲ್ಲೆಗಳ ಗ್ರಾಮಗಳಲ್ಲಿ ಸ್ವಸ್ಥ್ಯ ಸೇವಾ ಯಾತ್ರೆ ನಡೆಸಲಾಗುತ್ತಿದೆ. bbox=[22, 1268, 171, 1292]
lead-col-4 bbox=[612, 152, 742, 457]
notice-body: ಈ ಮೇಲಿನ ಪ್ರಕರಣಗಳಲ್ಲಿ ಆರೋಪಿಗಳು ಸದರಿ ನ್ಯಾಯಾಲಯದಲ್ಲಿ ಹಾಜರಾಗದೆ ತಲೆಮರೆಸಿಕೊಂಡಿದ್ದು, ಆರೋಪಿಯ ವಿರುದ್ಧ ಹೊರಡಿಸಿದ ವಾರೆಂಟ್ ಜಾರಿಯಾಗದ ಕಾರಣ ಸಿಆರ್‌ಪಿಸಿ ಕಲಂ 82ರಡಿ ಘೋಷಣೆ ಹೊರಡಿಸಲಾಗಿದೆ. ಸದರಿ ಆರೋಪಿ ಈ ಕೆಳಗೆ ನಮೂದಿಸಿದ ದಿನಾಂಕದಂದು ನ್ಯಾಯಾಲಯದ ಮುಂದೆ ಹಾಜರಾಗಬೇಕು. bbox=[706, 596, 811, 675]
notice-respondent: ಜನರು, ಮಂಗಳ ಗೊಂದಣಿಗಾಗಿಸಲಿ ತಹಶೀಲ್ದಾರರು, ಮಂಗಳೂರು ತಾಲೂಕು ...ಪ್ರತಿವಾದಿ bbox=[586, 842, 679, 871]
group-photo bbox=[212, 1162, 400, 1302]
notice-sign: ಸಹಿ/- ಚೀಫ್ ಮಿನಿಸ್ಟೀರಿಯಲ್ ಆಫೀಸರ್, 4ನೇ ಜೆ.ಎಂ.ಎಫ್.ಸಿ. ನ್ಯಾಯಾಲಯ, ಮಂಗಳೂರು bbox=[226, 1028, 324, 1057]
header-city: ಮಂಗಳೂರು bbox=[22, 74, 70, 88]
notice-case-number: ಸಿ.ಆರ್.ಯು.ಸಿ. 68/2025 bbox=[361, 802, 435, 811]
notice-hearing-date: 17.05.2025 bbox=[346, 988, 394, 997]
disaster-box-title: ವಿಪತ್ತು ನಿರ್ವಹಣೆಯಲ್ಲಿ ಎನ್‌ಎಂಒ bbox=[570, 1190, 748, 1210]
feature-subhead: ಸ್ವಸ್ಥ್ಯ ಸೇವಾ ಯಾತ್ರೆ: bbox=[22, 1268, 84, 1279]
officer-face bbox=[552, 194, 586, 230]
notice-footer: ಸಹಿ/- ಅರ್ಜಿದಾರರ ಪರ ವಕೀಲರು bbox=[706, 1058, 788, 1067]
notice-case-number: ಸಿ.ಆರ್.ಯು.ಸಿ. 100, 101/2025 bbox=[349, 490, 447, 499]
photo-sign: ORE CITY POLICE bbox=[340, 152, 605, 174]
notice-court: ಮಾನ್ಯ 4ನೇ ಜೆ.ಎಂ.ಎಫ್.ಸಿ. ನ್ಯಾಯಾಲಯ, ಮಂಗಳೂರು bbox=[356, 468, 440, 489]
notice-petitioner: ಸರಕಾರ, ಮಂಗಳೂರು ದಕ್ಷಿಣ ಪೊಲೀಸ್ ಠಾಣೆ ...ಫಿರ್ಯಾದಿ bbox=[466, 812, 560, 831]
lead-col-1 bbox=[210, 152, 335, 592]
logo-tagline: ರಾಷ್ಟ್ರ ಜಾಗೃತಿಯ ಧ್ವನಿ bbox=[747, 64, 811, 74]
notice-vs: ಮತ್ತು bbox=[750, 832, 766, 841]
notice-order-date: 25/04/2025 bbox=[346, 706, 394, 715]
brief-dateline: ಚಿಕ್ಕಬಳ್ಳಾಪುರ: bbox=[22, 185, 66, 196]
notice-proclamation-title: ಸಾರ್ವಜನಿಕ ಪ್ರಕಟಣೆ bbox=[610, 875, 666, 885]
notice-hearing-date: 24.05.2025 bbox=[706, 988, 754, 997]
section-divider bbox=[22, 1078, 927, 1080]
notice-hearing-time: 11.00 ಗಂಟೆಗೆ ನ್ಯಾಯಾಲಯದ ಮುಂದೆ ಹಾಜರಾಗತಕ್ಕದ್ದು. bbox=[346, 686, 446, 705]
notice-sign: ಸಹಿ/- ಚೀಫ್ ಮಿನಿಸ್ಟೀರಿಯಲ್ ಆಫೀಸರ್, 4ನೇ ಜೆ.ಎಂ.ಎಫ್.ಸಿ. ನ್ಯಾಯಾಲಯ, ಮಂಗಳೂರು bbox=[706, 1028, 804, 1057]
notice-order-date: 15/04/2025 bbox=[586, 1018, 634, 1027]
story-divider bbox=[22, 742, 202, 743]
notice-petitioner: ಸರಕಾರ, ಮಂಗಳೂರು ದಕ್ಷಿಣ ಪೊಲೀಸ್ ಠಾಣೆ ...ಫಿರ್ಯಾದಿ bbox=[346, 812, 440, 831]
notice-respondent: ಜನರು, ಮಂಗಳ ಗೊಂದಣಿಗಾಗಿಸಲಿ ತಹಶೀಲ್ದಾರರು, ಮಂಗಳೂರು ತಾಲೂಕು ...ಪ್ರತಿವಾದಿ bbox=[226, 842, 319, 871]
lead-text: ದೇಶದಲ್ಲಿನ ಬಿಎನ್‌ಎಸ್ ಕಾನೂನಿನ ಅಡಿಯಲ್ಲಿ ಕೊಲೆ ಪ್ರಕರಣ ದಾಖಲಿಸಲಾಗಿದೆ. ಆರೋಪಿಗಳ ವಿರುದ್ಧ ಸೆಕ್ಷನ್ 103 (1), 189 (2), 191 (1), 191 (3), 240 ಅಡಿಯಲ್ಲಿ ಪ್ರಕರಣ ದಾಖಲಿಸಲಾಗಿದೆ. bbox=[612, 195, 734, 271]
notice-footer: ಸಹಿ/- ಅರ್ಜಿದಾರರ ಪರ ವಕೀಲರು bbox=[346, 1058, 428, 1067]
notice-hearing-date: 24.05.2025 bbox=[826, 686, 874, 695]
press-meet-photo bbox=[340, 152, 605, 312]
notice-vs: ಮತ್ತು bbox=[510, 520, 526, 529]
notice-order-date: 24/02/2025 bbox=[346, 1018, 394, 1027]
notice-respondent: ಜನರು, ಮಂಗಳ ಗೊಂದಣಿಗಾಗಿಸಲಿ ತಹಶೀಲ್ದಾರರು, ಮಂಗಳೂರು ತಾಲೂಕು ...ಪ್ರತಿವಾದಿ bbox=[826, 530, 919, 559]
notice-hearing-date: 17.05.2025 bbox=[586, 988, 634, 997]
notice-case-number: ಸಿ.ಆರ್.ಯು.ಸಿ. 67, 69/2025 bbox=[474, 490, 562, 499]
notice-footer: ಸಹಿ/- ಅರ್ಜಿದಾರರ ಪರ ವಕೀಲರು bbox=[586, 1058, 668, 1067]
ugrappa-dateline: ವಿಜಯಪುರ: bbox=[210, 639, 250, 650]
notice-body: ಈ ಮೇಲಿನ ಪ್ರಕರಣಗಳಲ್ಲಿ ಆರೋಪಿಗಳು ಸದರಿ ನ್ಯಾಯಾಲಯದಲ್ಲಿ ಹಾಜರಾಗದೆ ತಲೆಮರೆಸಿಕೊಂಡಿದ್ದು, ಆರೋಪಿಯ ವಿರುದ್ಧ ಹೊರಡಿಸಿದ ವಾರೆಂಟ್ ಜಾರಿಯಾಗದ ಕಾರಣ ಸಿಆರ್‌ಪಿಸಿ ಕಲಂ 82ರಡಿ ಘೋಷಣೆ ಹೊರಡಿಸಲಾಗಿದೆ. ಸದರಿ ಆರೋಪಿ ಈ ಕೆಳಗೆ ನಮೂದಿಸಿದ ದಿನಾಂಕದಂದು ನ್ಯಾಯಾಲಯದ ಮುಂದೆ ಹಾಜರಾಗಬೇಕು. bbox=[466, 908, 571, 987]
notice-vs: ಮತ್ತು bbox=[630, 520, 646, 529]
feature-col-1 bbox=[22, 1162, 207, 1447]
legal-notice bbox=[460, 775, 576, 1071]
lead-subhead: ವೈದ್ಯರ ಮೇಲೆ ಪ್ರಕರಣ ದಾಖಲು bbox=[612, 276, 705, 307]
notice-proclamation-title: ಸಾರ್ವಜನಿಕ ಪ್ರಕಟಣೆ bbox=[490, 875, 546, 885]
brief-text: 5 ಕೋಟಿ ಮೌಲ್ಯದ ಮೊಬೈಲ್‌ಗಳನ್ನು ಟ್ರಕ್ ಪ್ರಕರಣದ ನಿರ್ವಹಣೆ ಮಾಡುತ್ತಿದ್ದ ಟ್ರಕ್‌ಗೆ ದಾರಿ ಮಧ್ಯೆ ಕೊರಿಯ ಕಂಪೆನಿಯ ಕಂಟೈನರ್ ಮೊಬೈಲ್‌ಗಳನ್ನು ಕದ್ದು ಮಾರಿದ್ದ ಪ್ರಕರಣದಲ್ಲಿ ಬೆಂಗಳೂರಿನ ಚಿಕ್ಕಬಳ್ಳಾಪುರ ಪೊಲೀಸರು ಯಶಸ್ವಿಯಾಗಿದ್ದಾರೆ. 2024ರ ನವೆಂಬರ್ ಟ್ರಕ್‌ನ್ನು ರಾಷ್ಟ್ರೀಯ ಹೆದ್ದಾರಿ-44ರ ಮೂಲಕ ಚೆನ್ನೈಗೆ ಸಾಗಿಸುತ್ತಿದ್ದಾಗ ಕೊಳ್ಳೆ ಹೊಡೆದು 6,640 ಮೊಬೈಲ್‌ಗಳನ್ನು ಕಳವು ಮಾಡಲಾಗಿತ್ತು. ಆರೋಪಿಗಳನ್ನು ಬಂಧಿಸಿ ಮೊಬೈಲ್‌ಗಳನ್ನು ವಶಪಡಿಸಿಕೊಳ್ಳಲಾಗಿದೆ. bbox=[22, 185, 200, 300]
notice-hearing-date: 24.05.2025 bbox=[826, 998, 874, 1007]
notice-court: ಮಾನ್ಯ 4ನೇ ಜೆ.ಎಂ.ಎಫ್.ಸಿ. ನ್ಯಾಯಾಲಯ, ಮಂಗಳೂರು bbox=[236, 780, 320, 801]
notice-body: ಈ ಮೇಲಿನ ಪ್ರಕರಣಗಳಲ್ಲಿ ಆರೋಪಿಗಳು ಸದರಿ ನ್ಯಾಯಾಲಯದಲ್ಲಿ ಹಾಜರಾಗದೆ ತಲೆಮರೆಸಿಕೊಂಡಿದ್ದು, ಆರೋಪಿಯ ವಿರುದ್ಧ ಹೊರಡಿಸಿದ ವಾರೆಂಟ್ ಜಾರಿಯಾಗದ ಕಾರಣ ಸಿಆರ್‌ಪಿಸಿ ಕಲಂ 82ರಡಿ ಘೋಷಣೆ ಹೊರಡಿಸಲಾಗಿದೆ. ಸದರಿ ಆರೋಪಿ ಈ ಕೆಳಗೆ ನಮೂದಿಸಿದ ದಿನಾಂಕದಂದು ನ್ಯಾಯಾಲಯದ ಮುಂದೆ ಹಾಜರಾಗಬೇಕು. bbox=[586, 596, 691, 675]
notice-order-date: 24/02/2025 bbox=[826, 716, 874, 725]
notice-court: ಮಾನ್ಯ 4ನೇ ಜೆ.ಎಂ.ಎಫ್.ಸಿ. ನ್ಯಾಯಾಲಯ, ಮಂಗಳೂರು bbox=[716, 780, 800, 801]
notice-case-number: ಸಿ.ಆರ್.ಯು.ಸಿ. 89/2025 bbox=[601, 490, 675, 499]
notice-hearing-time: 11.00 ಗಂಟೆಗೆ ನ್ಯಾಯಾಲಯದ ಮುಂದೆ ಹಾಜರಾಗತಕ್ಕದ್ದು. bbox=[706, 998, 806, 1017]
notice-respondent: ಜನರು, ಮಂಗಳ ಗೊಂದಣಿಗಾಗಿಸಲಿ ತಹಶೀಲ್ದಾರರು, ಮಂಗಳೂರು ತಾಲೂಕು ...ಪ್ರತಿವಾದಿ bbox=[346, 530, 439, 559]
notice-proclamation-title: ಸಾರ್ವಜನಿಕ ಪ್ರಕಟಣೆ bbox=[610, 563, 666, 573]
lead-subhead: ಮೇ 20ರಂದ ಸಂಚಾರ bbox=[748, 156, 846, 171]
side-headline: ವೈದ್ಯಕೀಯ ತಪಾಸಣಾ ಶಿಬಿರಗಳು bbox=[757, 1082, 902, 1098]
kiru-suddi-column bbox=[22, 140, 202, 740]
notice-sign: ಸಹಿ/- ಚೀಫ್ ಮಿನಿಸ್ಟೀರಿಯಲ್ ಆಫೀಸರ್, 4ನೇ ಜೆ.ಎಂ.ಎಫ್.ಸಿ. ನ್ಯಾಯಾಲಯ, ಮಂಗಳೂರು bbox=[466, 1028, 564, 1057]
legal-notice bbox=[820, 463, 928, 765]
notice-hearing-time: 11.00 ಗಂಟೆಗೆ ನ್ಯಾಯಾಲಯದ ಮುಂದೆ ಹಾಜರಾಗತಕ್ಕದ್ದು. bbox=[706, 686, 806, 705]
notice-vs: ಮತ್ತು bbox=[390, 832, 406, 841]
lead-text: ಮಂಗಳೂರಿನ ಖಾಸಗಿ ಆಸ್ಪತ್ರೆಯೊಂದರ ವೈದ್ಯೆ ಡಾ. ಅಫೀಫಾ ಎಂಬಾಕೆ 'ನಾನು ಭಾರತವನ್ನು ದ್ವೇಷಿಸುತ್ತೇನೆ' ಎಂದು ಪೋಸ್ಟ್ ಮಾಡಿದ್ದು ಪ್ರಕರಣ ದಾಖಲಾಗಿದೆ. ಪೊಲೀಸರು ತನಿಖೆ ನಡೆಸುತ್ತಿದ್ದಾರೆ. bbox=[612, 313, 741, 376]
logo-circle-bottom-text: ಸಂಘಟನೆ bbox=[653, 1392, 693, 1407]
notice-petitioner: ಸರಕಾರ, ಮಂಗಳೂರು ದಕ್ಷಿಣ ಪೊಲೀಸ್ ಠಾಣೆ ...ಫಿರ್ಯಾದಿ bbox=[826, 500, 920, 519]
notice-hearing-time: 11.00 ಗಂಟೆಗೆ ನ್ಯಾಯಾಲಯದ ಮುಂದೆ ಹಾಜರಾಗತಕ್ಕದ್ದು. bbox=[466, 686, 566, 705]
notice-proclamation-title: ಸಾರ್ವಜನಿಕ ಪ್ರಕಟಣೆ bbox=[250, 875, 306, 885]
notice-hearing-date: 24.05.2025 bbox=[586, 676, 634, 685]
notice-order-date: 15/04/2025 bbox=[826, 1028, 874, 1037]
logo-badge-icon bbox=[707, 36, 743, 72]
notice-body: ಈ ಮೇಲಿನ ಪ್ರಕರಣಗಳಲ್ಲಿ ಆರೋಪಿಗಳು ಸದರಿ ನ್ಯಾಯಾಲಯದಲ್ಲಿ ಹಾಜರಾಗದೆ ತಲೆಮರೆಸಿಕೊಂಡಿದ್ದು, ಆರೋಪಿಯ ವಿರುದ್ಧ ಹೊರಡಿಸಿದ ವಾರೆಂಟ್ ಜಾರಿಯಾಗದ ಕಾರಣ ಸಿಆರ್‌ಪಿಸಿ ಕಲಂ 82ರಡಿ ಘೋಷಣೆ ಹೊರಡಿಸಲಾಗಿದೆ. ಸದರಿ ಆರೋಪಿ ಈ ಕೆಳಗೆ ನಮೂದಿಸಿದ ದಿನಾಂಕದಂದು ನ್ಯಾಯಾಲಯದ ಮುಂದೆ ಹಾಜರಾಗಬೇಕು. bbox=[226, 908, 331, 987]
header-date-block bbox=[22, 44, 252, 89]
congress-story bbox=[22, 748, 202, 1063]
notice-case-number: ಸಿ.ಆರ್.ಯು.ಸಿ. 95/2025 bbox=[837, 490, 911, 499]
section-title: ಕರ್ನಾಟಕ bbox=[390, 31, 530, 82]
notice-dob: 18-10-1974 bbox=[826, 586, 870, 595]
lead-col-3: ನಡೆದ ಬಳಿಕ ಘಟನಾ ಸ್ಥಳದಿಂದ ಮೃತ ವ್ಯಕ್ತಿಯ ಶವವನ್ನು ಕಂಡುಬಂದಿದೆ. ಮೃತನ ಗುರುತು ಪತ್ತೆಯಾಗಿಲ್ಲ. ಕೊಲೆ ಪ್ರಕರಣ ದಾಖಲಿಸಿಕೊಂಡು ತನಿಖೆ ನಡೆಸಲಾಗುತ್ತಿದೆ. bbox=[475, 316, 600, 366]
officer-face bbox=[383, 190, 417, 228]
notice-order-date: 15/04/2025 bbox=[706, 706, 754, 715]
bus-photo bbox=[405, 1162, 565, 1302]
savitribai-headline: ಸಾವಿತ್ರಿಬಾಯಿ ಫುಲೆ ಯೋಜನೆ bbox=[22, 913, 145, 928]
officer-face bbox=[467, 184, 503, 224]
notice-accused: ಆರೋಪಿ ರಾಮಣ್ಣ ಶೆಟ್ಟಿ bbox=[346, 888, 402, 897]
brief-dateline: ಮಂಜೇಶ್ವರ: bbox=[22, 529, 61, 540]
brief-headline: ದೇಶ ವಿರೋಧಿ ಪೋಸ್ಟ್: ವೈದ್ಯೆ ವಿರುದ್ಧ ಎಫ್‌ಐಆರ್ bbox=[38, 305, 186, 341]
notice-case-number: ಸಿ.ಆರ್.ಯು.ಸಿ. 162, 163/2025 bbox=[709, 490, 807, 499]
ugrappa-text: ಮಾನವೀಯತೆಯನ್ನು ಮರೆತ ಉಗ್ರರನ್ನು ಹುಡುಕಿ ಕೊಲ್ಲಬೇಕು. ಪಹಲ್ಗಾಮ್ ಘಟನೆ ಖಂಡನೀಯ. ದೇಶದ ಭದ್ರತೆಗೆ ಧಕ್ಕೆ ತರುವ ಉಗ್ರರನ್ನು ಮಟ್ಟಹಾಕಬೇಕು ಎಂದು ಜಿಲ್ಲಾ ಉಸ್ತುವಾರಿ ಸಚಿವ ಎಂ.ಬಿ.ಪಾಟೀಲ ಹೇಳಿದರು. ನಗರದಲ್ಲಿ ಸುದ್ದಿಗಾರರೊಂದಿಗೆ ಮಾತನಾಡಿ, ಉಗ್ರರು ಯಾವುದೇ ಧರ್ಮದವರಾಗಿರಲಿ ಅವರನ್ನು ಬಿಡಬಾರದು ಎಂದರು. bbox=[210, 639, 335, 767]
notice-court: ಮಾನ್ಯ 4ನೇ ಜೆ.ಎಂ.ಎಫ್.ಸಿ. ನ್ಯಾಯಾಲಯ, ಮಂಗಳೂರು bbox=[832, 468, 916, 489]
notice-respondent: ಜನರು, ಮಂಗಳ ಗೊಂದಣಿಗಾಗಿಸಲಿ ತಹಶೀಲ್ದಾರರು, ಮಂಗಳೂರು ತಾಲೂಕು ...ಪ್ರತಿವಾದಿ bbox=[466, 842, 559, 871]
feature-body bbox=[22, 1186, 207, 1264]
congress-headline: ಕಾಂಗ್ರೆಸ್ ಹೇಳಿಕೆಗಳಿಗೆ ಜನಾಕ್ರೋಶ: ಜೋಶಿ bbox=[22, 752, 189, 788]
brief-dateline: ಮಂಗಳೂರು: bbox=[22, 346, 64, 357]
savitribai-body bbox=[22, 933, 202, 1037]
notice-footer: ಸಹಿ/- ಅರ್ಜಿದಾರರ ಪರ ವಕೀಲರು bbox=[226, 1058, 308, 1067]
